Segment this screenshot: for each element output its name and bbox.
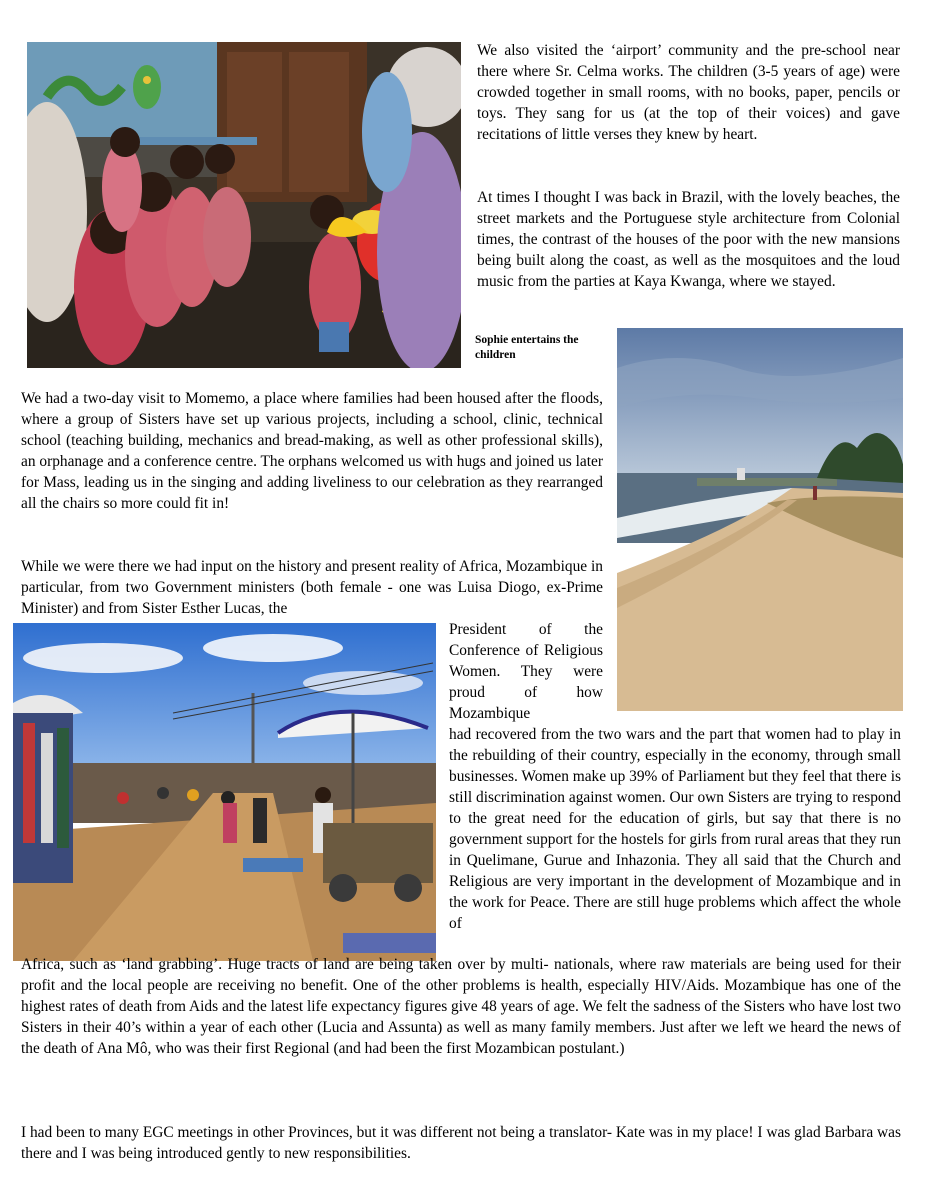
photo-beach [617, 328, 903, 711]
paragraph-history-side: President of the Conference of Religious Women. They were proud of how Mozambique [449, 621, 603, 722]
paragraph-brazil-comparison: At times I thought I was back in Brazil, with the lovely beaches, the street markets and the Portuguese style architecture from Colonial times, the contrast of the houses of the poor with the new mansions being built along the coast, as well as the mosquitoes and the loud music from the parties at Kaya Kwanga, where we stayed. [477, 189, 900, 290]
paragraph-preschool-visit: We also visited the ‘airport’ community and the pre-school near there where Sr. Celma works. The children (3-5 years of age) were crowded together in small rooms, with no books, paper, pencils or toys. They sang for us (at the top of their voices) and gave recitations of little verses they knew by heart. [477, 42, 900, 143]
photo-caption: Sophie entertains the children [475, 334, 579, 361]
paragraph-africa-problems: Africa, such as ‘land grabbing’. Huge tracts of land are being taken over by multi- nationals, where raw materials are being used for their profit and the local people are receiving no benefit. One of the other problems is health, especially HIV/Aids. Mozambique has one of the highest rates of death from Aids and the latest life expectancy figures give 48 years of age. We felt the sadness of the Sisters who have lost two Sisters in their 40’s within a year of each other (Lucia and Assunta) as well as many family members. Just after we left we heard the news of the death of Ana Mô, who was their first Regional (and had been the first Mozambican postulant.) [21, 956, 901, 1057]
paragraph-history-continued: had recovered from the two wars and the part that women had to play in the rebuilding of their country, especially in the economy, through small businesses. Women make up 39% of Parliament but they feel that there is still discrimination against women. Our own Sisters are trying to respond to the great need for the education of girls, but say that there is no government support for the hostels for girls from rural areas that they run in Quelimane, Gurue and Inhazonia. They all said that the Church and Religious are very important in the development of Mozambique and in the work for Peace. There are still huge problems which affect the whole of [449, 726, 901, 932]
photo-preschool-children [27, 42, 461, 368]
paragraph-history-intro: While we were there we had input on the history and present reality of Africa, Mozambique in particular, from two Government ministers (both female - one was Luisa Diogo, ex-Prime Minister) and from Sister Esther Lucas, the [21, 558, 603, 617]
photo-street-market [13, 623, 436, 961]
paragraph-momemo-visit: We had a two-day visit to Momemo, a place where families had been housed after the floods, where a group of Sisters have set up various projects, including a school, clinic, technical school (teaching building, mechanics and bread-making, as well as other professional skills), an orphanage and a conference centre. The orphans welcomed us with hugs and joined us later for Mass, leading us in the singing and adding liveliness to our celebration as they rearranged all the chairs so more could fit in! [21, 390, 603, 512]
paragraph-egc-meetings: I had been to many EGC meetings in other Provinces, but it was different not being a translator- Kate was in my place! I was glad Barbara was there and I was being introduced gently to new responsibilities. [21, 1124, 901, 1162]
